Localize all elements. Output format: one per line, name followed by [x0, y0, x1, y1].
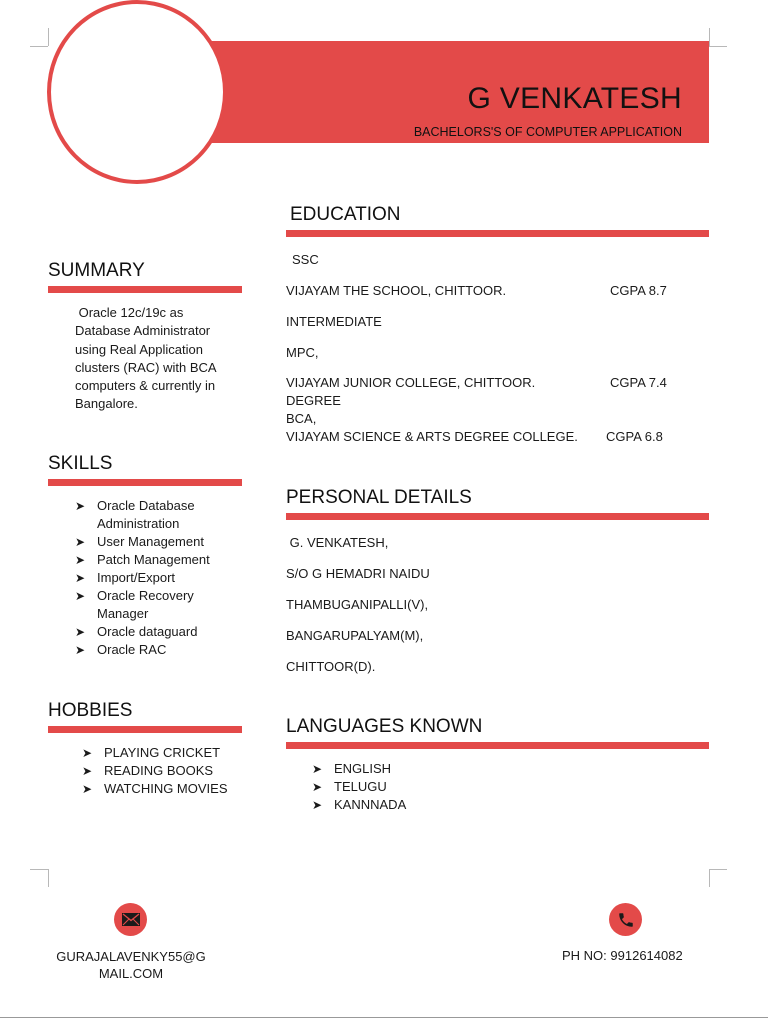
personal-line: S/O G HEMADRI NAIDU: [286, 566, 430, 581]
education-bca: BCA,: [286, 411, 317, 426]
personal-line: THAMBUGANIPALLI(V),: [286, 597, 429, 612]
summary-line: computers & currently in: [75, 378, 216, 394]
crop-mark: [48, 869, 49, 887]
list-item: ➤ READING BOOKS: [82, 763, 214, 778]
hobbies-title: HOBBIES: [48, 700, 133, 721]
skills-list: [75, 497, 210, 659]
personal-details-title: PERSONAL DETAILS: [286, 487, 472, 508]
phone-icon: [609, 903, 642, 936]
list-item: ➤ Oracle dataguard: [75, 624, 198, 639]
education-school-1: VIJAYAM THE SCHOOL, CHITTOOR.: [286, 283, 507, 298]
page-bottom-edge: [0, 1017, 768, 1018]
education-intermediate: INTERMEDIATE: [286, 314, 382, 329]
languages-rule: [286, 742, 709, 749]
profile-photo-placeholder: [47, 0, 227, 184]
candidate-degree: BACHELORS'S OF COMPUTER APPLICATION: [413, 125, 682, 139]
arrowhead-bullet-icon: ➤: [75, 571, 86, 585]
hobbies-list: [82, 744, 228, 798]
personal-line: CHITTOOR(D).: [286, 659, 376, 674]
education-cgpa-1: CGPA 8.7: [610, 283, 667, 298]
education-cgpa-2: CGPA 7.4: [610, 375, 667, 390]
arrowhead-bullet-icon: ➤: [312, 762, 323, 776]
summary-rule: [48, 286, 242, 293]
summary-text: [75, 304, 245, 414]
list-item: ➤ Oracle Database Administration: [75, 498, 195, 531]
education-school-2: VIJAYAM JUNIOR COLLEGE, CHITTOOR.: [286, 375, 536, 390]
skills-rule: [48, 479, 242, 486]
arrowhead-bullet-icon: ➤: [82, 764, 93, 778]
education-mpc: MPC,: [286, 345, 319, 360]
summary-line: Bangalore.: [75, 396, 138, 412]
crop-mark: [709, 869, 727, 870]
crop-mark: [709, 28, 710, 46]
education-rule: [286, 230, 709, 237]
summary-line: Database Administrator: [75, 323, 211, 339]
summary-title: SUMMARY: [48, 260, 145, 281]
list-item: ➤ Oracle Recovery Manager: [75, 588, 194, 621]
list-item: ➤ KANNNADA: [312, 797, 407, 812]
list-item: ➤ User Management: [75, 534, 204, 549]
arrowhead-bullet-icon: ➤: [75, 643, 86, 657]
email-icon: [114, 903, 147, 936]
arrowhead-bullet-icon: ➤: [75, 535, 86, 549]
summary-line: clusters (RAC) with BCA: [75, 359, 217, 375]
email-address[interactable]: GURAJALAVENKY55@G MAIL.COM: [56, 949, 206, 981]
crop-mark: [709, 46, 727, 47]
arrowhead-bullet-icon: ➤: [75, 625, 86, 639]
education-cgpa-3: CGPA 6.8: [606, 429, 663, 444]
personal-line: BANGARUPALYAM(M),: [286, 628, 424, 643]
crop-mark: [30, 869, 48, 870]
education-title: EDUCATION: [290, 204, 401, 225]
education-school-3: VIJAYAM SCIENCE & ARTS DEGREE COLLEGE.: [286, 429, 578, 444]
arrowhead-bullet-icon: ➤: [82, 746, 93, 760]
summary-line: Oracle 12c/19c as: [75, 305, 184, 320]
crop-mark: [30, 46, 48, 47]
candidate-name: G VENKATESH: [467, 82, 682, 115]
arrowhead-bullet-icon: ➤: [312, 780, 323, 794]
crop-mark: [48, 28, 49, 46]
list-item: ➤ Oracle RAC: [75, 642, 167, 657]
list-item: ➤ Patch Management: [75, 552, 210, 567]
skills-title: SKILLS: [48, 453, 113, 474]
personal-line: G. VENKATESH,: [286, 535, 389, 550]
list-item: ➤ ENGLISH: [312, 761, 392, 776]
hobbies-rule: [48, 726, 242, 733]
arrowhead-bullet-icon: ➤: [82, 782, 93, 796]
languages-title: LANGUAGES KNOWN: [286, 716, 483, 737]
summary-line: using Real Application: [75, 341, 203, 357]
education-ssc: SSC: [292, 252, 319, 267]
phone-number[interactable]: PH NO: 9912614082: [562, 948, 683, 963]
arrowhead-bullet-icon: ➤: [312, 798, 323, 812]
list-item: ➤ WATCHING MOVIES: [82, 781, 228, 796]
crop-mark: [709, 869, 710, 887]
languages-list: [312, 760, 406, 814]
arrowhead-bullet-icon: ➤: [75, 589, 86, 603]
list-item: ➤ PLAYING CRICKET: [82, 745, 221, 760]
education-degree: DEGREE: [286, 393, 341, 408]
list-item: ➤ TELUGU: [312, 779, 387, 794]
arrowhead-bullet-icon: ➤: [75, 553, 86, 567]
list-item: ➤ Import/Export: [75, 570, 176, 585]
personal-details-rule: [286, 513, 709, 520]
arrowhead-bullet-icon: ➤: [75, 499, 86, 513]
